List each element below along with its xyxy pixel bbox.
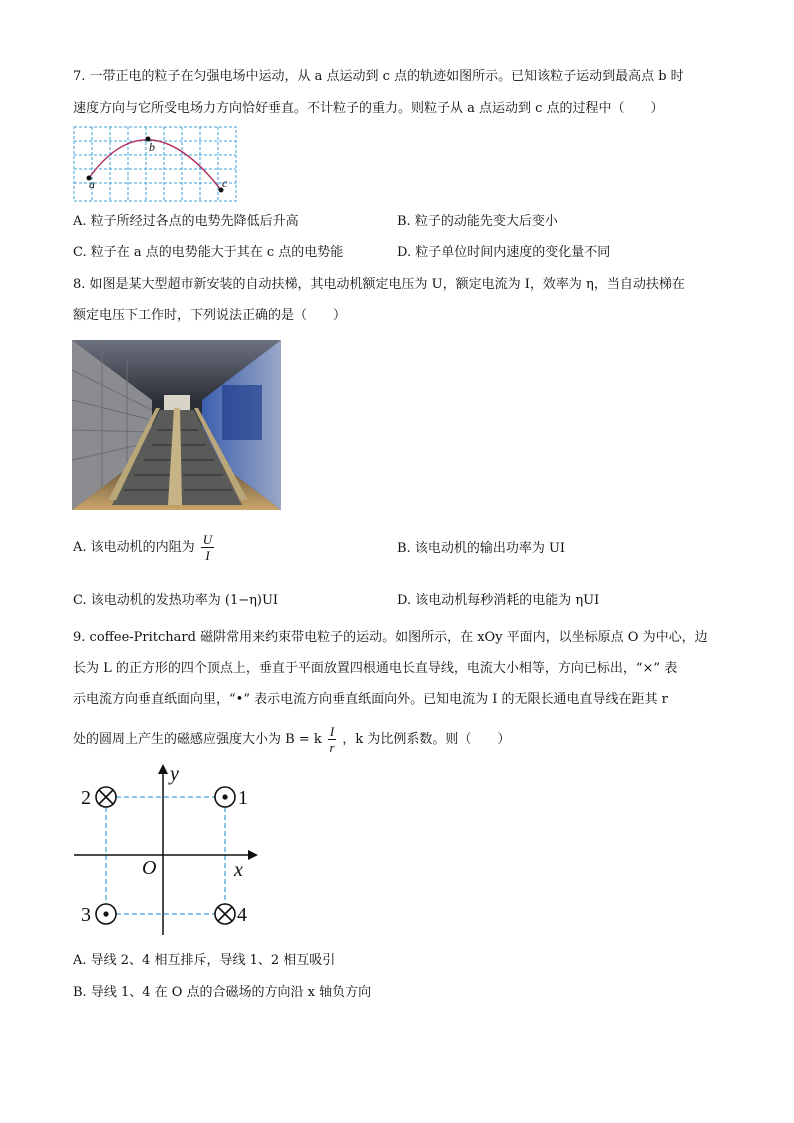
q8-option-a-denominator: I [205,548,210,563]
q9-label-origin: O [142,857,157,879]
q9-stem-line1: 9. coffee-Pritchard 磁阱常用来约束带电粒子的运动。如图所示，在 xOy 平面内，以坐标原点 O 为中心，边 [73,630,708,645]
q9-x-axis-arrow [248,850,258,860]
q9-stem-line4 [73,722,510,758]
q9-label-y: y [170,763,179,785]
q8-option-a[interactable] [73,530,216,566]
q9-y-axis-arrow [158,764,168,774]
q9-option-a[interactable]: A. 导线 2、4 相互排斥，导线 1、2 相互吸引 [73,953,336,968]
q8-option-a-text: A. 该电动机的内阻为 [73,540,195,555]
q9-wire-figure [72,762,262,937]
q9-option-b[interactable]: B. 导线 1、4 在 O 点的合磁场的方向沿 x 轴负方向 [73,985,372,1000]
q9-stem-line2: 长为 L 的正方形的四个顶点上，垂直于平面放置四根通电长直导线，电流大小相等，方向已标出，“×” 表 [73,661,678,676]
q8-option-c[interactable]: C. 该电动机的发热功率为 (1−η)UI [73,593,279,608]
q9-formula-denominator: r [329,740,335,755]
wire-2-into-page-icon [96,787,116,807]
q7-label-a: a [89,177,95,191]
q7-label-c: c [222,176,228,190]
escalator-photo [72,340,281,510]
q9-stem-line4-suffix: ，k 为比例系数。则（ ） [342,732,511,747]
wire-4-into-page-icon [215,904,235,924]
q7-stem-line2: 速度方向与它所受电场力方向恰好垂直。不计粒子的重力。则粒子从 a 点运动到 c 点的过程中（ ） [73,101,664,116]
q7-stem-line1: 7. 一带正电的粒子在匀强电场中运动，从 a 点运动到 c 点的轨迹如图所示。已知该粒子运动到最高点 b 时 [73,69,684,84]
q7-trajectory-figure [73,126,237,202]
q8-option-a-fraction [201,532,214,563]
q9-label-wire-1: 1 [238,787,248,809]
q8-option-a-numerator: U [202,532,213,547]
q9-stem-line3: 示电流方向垂直纸面向里，“•” 表示电流方向垂直纸面向外。已知电流为 I 的无限长通电直导线在距其 r [73,692,668,707]
q7-grid [74,127,236,201]
q9-formula-numerator: I [329,724,335,739]
q8-stem-line2: 额定电压下工作时，下列说法正确的是（ ） [73,308,347,323]
q7-option-d[interactable]: D. 粒子单位时间内速度的变化量不同 [397,245,611,260]
q8-option-d[interactable]: D. 该电动机每秒消耗的电能为 ηUI [397,593,600,608]
q7-option-b[interactable]: B. 粒子的动能先变大后变小 [397,214,558,229]
q9-label-wire-2: 2 [81,787,91,809]
q7-option-c[interactable]: C. 粒子在 a 点的电势能大于其在 c 点的电势能 [73,245,344,260]
q8-option-b[interactable]: B. 该电动机的输出功率为 UI [397,541,566,556]
q7-option-a[interactable]: A. 粒子所经过各点的电势先降低后升高 [73,214,299,229]
q9-label-wire-4: 4 [237,904,247,926]
q7-label-b: b [149,140,155,154]
q9-formula-fraction [328,724,336,755]
q9-stem-line4-prefix: 处的圆周上产生的磁感应强度大小为 B = k [73,732,322,747]
q7-trajectory-curve [89,140,221,190]
q9-label-wire-3: 3 [81,904,91,926]
q9-label-x: x [234,859,243,881]
q8-stem-line1: 8. 如图是某大型超市新安装的自动扶梯，其电动机额定电压为 U，额定电流为 I，效率为 η，当自动扶梯在 [73,277,685,292]
